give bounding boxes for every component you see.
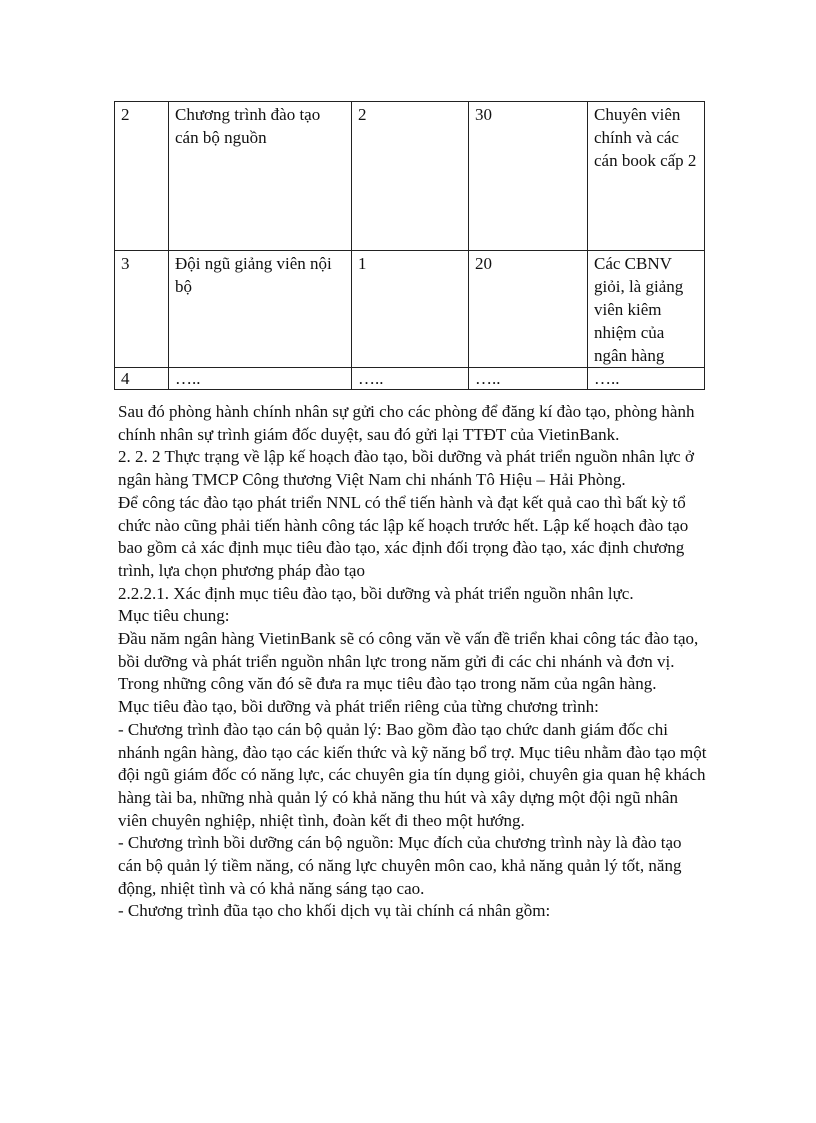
paragraph-manager-program: - Chương trình đào tạo cán bộ quản lý: Bao gồm đào tạo chức danh giám đốc chi nhánh ngân hàng, đào tạo các kiến thức và kỹ năng bổ trợ. Mục tiêu nhằm đào tạo một đội ngũ giám đốc có năng lực, các chuyên gia tín dụng giỏi, chuyên gia quan hệ khách hàng tài ba, những nhà quản lý có khả năng thu hút và xây dựng một đội ngũ nhân viên chuyên nghiệp, nhiệt tình, đoàn kết đi theo một hướng. [118,719,707,830]
table-cell-no: 4 [115,368,169,390]
table-cell-people: ….. [469,368,588,390]
table-cell-people: 20 [469,251,588,368]
table-cell-program: Đội ngũ giảng viên nội bộ [169,251,352,368]
paragraph-general-goal: Đầu năm ngân hàng VietinBank sẽ có công văn về vấn đề triển khai công tác đào tạo, bồi dưỡng và phát triển nguồn nhân lực trong năm gửi đi các chi nhánh và đơn vị. Trong những công văn đó sẽ đưa ra mục tiêu đào tạo trong năm của ngân hàng. [118,629,699,694]
table-cell-people: 30 [469,102,588,251]
subheading-program-goals: Mục tiêu đào tạo, bồi dưỡng và phát triển riêng của từng chương trình: [118,697,599,717]
table-cell-count: ….. [352,368,469,390]
table-cell-count: 2 [352,102,469,251]
table-cell-no: 2 [115,102,169,251]
paragraph-source-staff-program: - Chương trình bồi dưỡng cán bộ nguồn: Mục đích của chương trình này là đào tạo cán bộ quản lý tiềm năng, có năng lực chuyên môn cao, khả năng quản lý tốt, năng động, nhiệt tình và có khả năng sáng tạo cao. [118,833,682,898]
section-heading-2-2-2-1: 2.2.2.1. Xác định mục tiêu đào tạo, bồi dưỡng và phát triển nguồn nhân lực. [118,583,634,603]
table-cell-target: Chuyên viên chính và các cán book cấp 2 [588,102,705,251]
body-text [118,401,708,923]
subheading-general-goal: Mục tiêu chung: [118,606,230,626]
paragraph-personal-finance-program: - Chương trình đũa tạo cho khối dịch vụ tài chính cá nhân gồm: [118,901,551,921]
table-row [115,102,705,251]
table-cell-program: ….. [169,368,352,390]
table-row [115,251,705,368]
section-heading-2-2-2: 2. 2. 2 Thực trạng về lập kế hoạch đào tạo, bồi dưỡng và phát triển nguồn nhân lực ở ngân hàng TMCP Công thương Việt Nam chi nhánh Tô Hiệu – Hải Phòng. [118,447,694,490]
table-cell-no: 3 [115,251,169,368]
table-cell-target: Các CBNV giỏi, là giảng viên kiêm nhiệm của ngân hàng [588,251,705,368]
table-row [115,368,705,390]
table-cell-program: Chương trình đào tạo cán bộ nguồn [169,102,352,251]
table-cell-target: ….. [588,368,705,390]
paragraph-registration: Sau đó phòng hành chính nhân sự gửi cho các phòng để đăng kí đào tạo, phòng hành chính nhân sự trình giám đốc duyệt, sau đó gửi lại TTĐT của VietinBank. [118,402,695,444]
table-cell-count: 1 [352,251,469,368]
training-program-table [114,101,705,390]
paragraph-planning-intro: Để công tác đào tạo phát triển NNL có thể tiến hành và đạt kết quả cao thì bất kỳ tổ chức nào cũng phải tiến hành công tác lập kế hoạch trước hết. Lập kế hoạch đào tạo bao gồm cả xác định mục tiêu đào tạo, xác định đối trọng đào tạo, xác định chương trình, lựa chọn phương pháp đào tạo [118,492,689,580]
